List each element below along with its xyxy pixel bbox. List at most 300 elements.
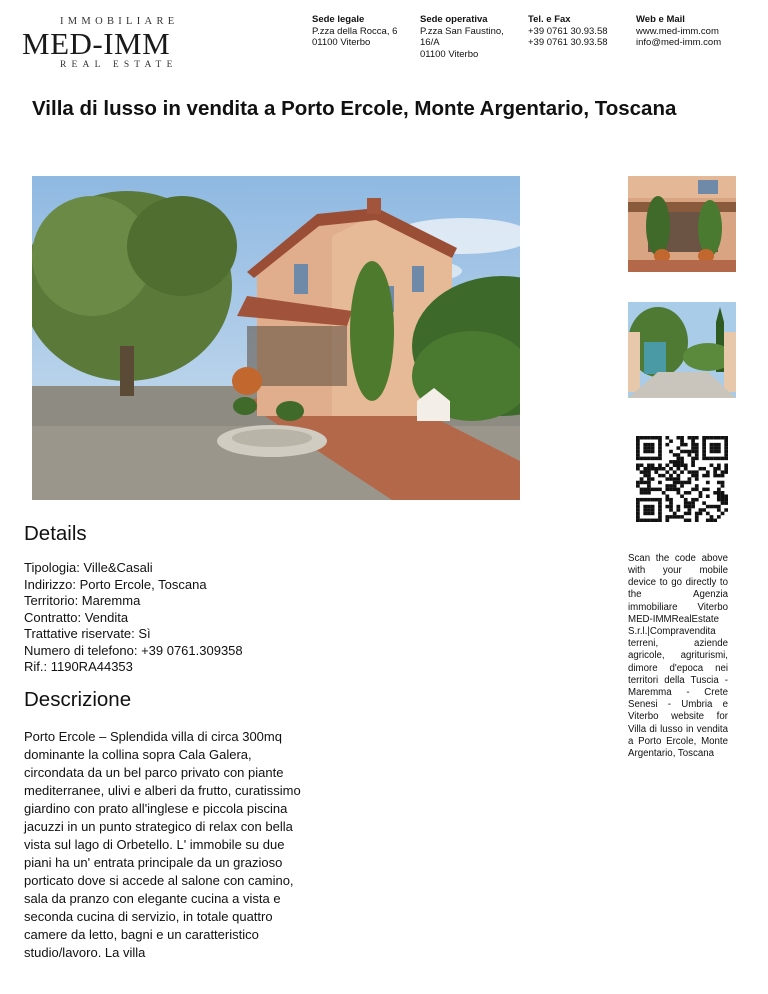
qr-module xyxy=(724,453,728,457)
qr-module xyxy=(676,491,680,495)
qr-module xyxy=(680,484,684,488)
qr-module xyxy=(695,512,699,516)
qr-module xyxy=(713,519,717,522)
qr-module xyxy=(691,501,695,505)
qr-module xyxy=(665,477,669,481)
qr-module xyxy=(676,481,680,485)
qr-module xyxy=(695,450,699,454)
qr-module xyxy=(710,436,714,440)
qr-module xyxy=(724,470,728,474)
qr-module xyxy=(713,467,717,471)
qr-module xyxy=(665,464,669,468)
qr-module xyxy=(695,498,699,502)
qr-module xyxy=(684,498,688,502)
qr-module xyxy=(702,439,706,443)
thumbnail-illustration xyxy=(628,302,736,398)
qr-module xyxy=(710,519,714,522)
contact-line: 01100 Viterbo xyxy=(312,37,371,48)
qr-module xyxy=(658,439,662,443)
qr-module xyxy=(688,470,692,474)
qr-module xyxy=(695,484,699,488)
qr-module xyxy=(643,505,647,509)
qr-module xyxy=(721,457,725,461)
qr-module xyxy=(665,505,669,509)
qr-module xyxy=(636,457,640,461)
qr-module xyxy=(717,446,721,450)
qr-module xyxy=(713,450,717,454)
qr-module xyxy=(680,494,684,498)
qr-module xyxy=(699,494,703,498)
qr-module xyxy=(673,460,677,464)
qr-module xyxy=(636,446,640,450)
qr-module xyxy=(640,498,644,502)
qr-module xyxy=(658,474,662,478)
qr-module xyxy=(713,443,717,447)
qr-module xyxy=(647,443,651,447)
qr-module xyxy=(643,450,647,454)
qr-module xyxy=(717,494,721,498)
qr-module xyxy=(640,464,644,468)
qr-module xyxy=(643,488,647,492)
qr-module xyxy=(647,457,651,461)
qr-module xyxy=(647,474,651,478)
qr-module xyxy=(673,477,677,481)
qr-module xyxy=(710,464,714,468)
qr-module xyxy=(706,474,710,478)
qr-module xyxy=(717,488,721,492)
qr-module xyxy=(640,470,644,474)
qr-module xyxy=(654,436,658,440)
qr-module xyxy=(688,481,692,485)
contact-line: 01100 Viterbo xyxy=(420,48,479,60)
qr-module xyxy=(695,474,699,478)
qr-module xyxy=(658,443,662,447)
qr-module xyxy=(710,446,714,450)
qr-module xyxy=(651,450,655,454)
details-list xyxy=(24,560,243,676)
qr-module xyxy=(643,491,647,495)
qr-module xyxy=(658,508,662,512)
qr-module xyxy=(702,450,706,454)
contact-line: 16/A xyxy=(420,37,440,48)
qr-module xyxy=(684,481,688,485)
qr-module xyxy=(695,457,699,461)
qr-module xyxy=(691,457,695,461)
qr-module xyxy=(636,450,640,454)
qr-module xyxy=(654,498,658,502)
qr-module xyxy=(647,498,651,502)
qr-module xyxy=(702,474,706,478)
description-heading: Descrizione xyxy=(24,688,132,711)
qr-module xyxy=(669,498,673,502)
qr-module xyxy=(658,481,662,485)
detail-territorio: Territorio: Maremma xyxy=(24,593,141,608)
contact-web-mail xyxy=(636,14,721,49)
qr-module xyxy=(721,470,725,474)
qr-module xyxy=(717,515,721,519)
qr-module xyxy=(695,515,699,519)
qr-module xyxy=(651,443,655,447)
qr-module xyxy=(647,519,651,522)
qr-module xyxy=(706,436,710,440)
qr-module xyxy=(717,467,721,471)
contact-sede-operativa xyxy=(420,14,504,60)
qr-module xyxy=(684,501,688,505)
qr-module xyxy=(643,443,647,447)
qr-module xyxy=(691,446,695,450)
qr-module xyxy=(688,436,692,440)
qr-module xyxy=(651,512,655,516)
qr-module xyxy=(688,450,692,454)
qr-module xyxy=(676,446,680,450)
qr-module xyxy=(706,488,710,492)
contact-phone[interactable]: +39 0761 30.93.58 xyxy=(528,25,608,37)
detail-indirizzo: Indirizzo: Porto Ercole, Toscana xyxy=(24,576,207,592)
qr-module xyxy=(647,467,651,471)
qr-module xyxy=(721,474,725,478)
email-link[interactable]: info@med-imm.com xyxy=(636,37,722,48)
qr-module xyxy=(636,501,640,505)
qr-module xyxy=(658,501,662,505)
qr-module xyxy=(706,457,710,461)
qr-module xyxy=(680,464,684,468)
qr-module xyxy=(702,436,706,440)
qr-module xyxy=(699,467,703,471)
qr-module xyxy=(676,477,680,481)
contact-tel-fax xyxy=(528,14,608,49)
qr-module xyxy=(699,491,703,495)
qr-module xyxy=(724,501,728,505)
qr-module xyxy=(684,512,688,516)
qr-module xyxy=(695,443,699,447)
villa-illustration xyxy=(32,176,520,500)
qr-module xyxy=(676,436,680,440)
qr-module xyxy=(658,488,662,492)
qr-module xyxy=(724,450,728,454)
website-link[interactable]: www.med-imm.com xyxy=(636,25,719,37)
qr-module xyxy=(680,439,684,443)
qr-module xyxy=(647,450,651,454)
qr-module xyxy=(680,443,684,447)
qr-module xyxy=(673,488,677,492)
qr-module xyxy=(658,515,662,519)
qr-module xyxy=(710,443,714,447)
qr-module xyxy=(640,491,644,495)
qr-module xyxy=(717,450,721,454)
qr-module xyxy=(673,515,677,519)
qr-module xyxy=(721,491,725,495)
qr-module xyxy=(713,436,717,440)
qr-module xyxy=(662,491,666,495)
qr-module xyxy=(702,508,706,512)
main-property-photo[interactable] xyxy=(32,176,520,500)
qr-module xyxy=(651,477,655,481)
qr-module xyxy=(665,488,669,492)
qr-module xyxy=(695,470,699,474)
qr-module xyxy=(647,481,651,485)
qr-module xyxy=(647,464,651,468)
qr-module xyxy=(651,508,655,512)
qr-module xyxy=(640,488,644,492)
qr-module xyxy=(662,467,666,471)
qr-module xyxy=(658,453,662,457)
qr-module xyxy=(654,488,658,492)
qr-module xyxy=(676,474,680,478)
qr-module xyxy=(673,453,677,457)
thumbnail-illustration xyxy=(628,176,736,272)
qr-module xyxy=(680,436,684,440)
detail-contratto: Contratto: Vendita xyxy=(24,609,129,625)
qr-code[interactable] xyxy=(636,436,728,522)
qr-module xyxy=(688,453,692,457)
qr-module xyxy=(706,505,710,509)
qr-module xyxy=(688,512,692,516)
qr-module xyxy=(643,481,647,485)
qr-module xyxy=(684,467,688,471)
qr-module xyxy=(676,467,680,471)
detail-telefono: Numero di telefono: +39 0761.309358 xyxy=(24,642,243,658)
qr-module xyxy=(710,450,714,454)
qr-module xyxy=(688,491,692,495)
qr-module xyxy=(676,505,680,509)
qr-module xyxy=(665,443,669,447)
qr-module xyxy=(658,505,662,509)
qr-module xyxy=(669,460,673,464)
qr-module xyxy=(713,457,717,461)
qr-module xyxy=(676,460,680,464)
qr-module xyxy=(669,505,673,509)
qr-module xyxy=(643,467,647,471)
qr-module xyxy=(680,470,684,474)
qr-module xyxy=(673,464,677,468)
qr-module xyxy=(636,519,640,522)
qr-module xyxy=(669,515,673,519)
contact-heading: Sede legale xyxy=(312,14,365,25)
qr-module xyxy=(636,508,640,512)
contact-heading: Tel. e Fax xyxy=(528,14,571,25)
qr-module xyxy=(676,488,680,492)
qr-module xyxy=(680,457,684,461)
qr-module xyxy=(654,519,658,522)
company-logo[interactable] xyxy=(22,16,192,72)
qr-module xyxy=(665,494,669,498)
qr-module xyxy=(636,436,640,440)
qr-module xyxy=(643,446,647,450)
qr-code-icon xyxy=(636,436,728,522)
qr-module xyxy=(643,457,647,461)
contact-fax: +39 0761 30.93.58 xyxy=(528,37,608,48)
contact-line: P.zza della Rocca, 6 xyxy=(312,25,398,37)
qr-module xyxy=(658,498,662,502)
qr-module xyxy=(699,512,703,516)
qr-module xyxy=(684,450,688,454)
qr-module xyxy=(680,515,684,519)
qr-module xyxy=(724,439,728,443)
logo-top-text: IMMOBILIARE xyxy=(60,16,179,27)
qr-module xyxy=(684,443,688,447)
qr-module xyxy=(706,519,710,522)
qr-module xyxy=(636,453,640,457)
qr-module xyxy=(680,460,684,464)
qr-module xyxy=(691,505,695,509)
thumbnail-photo-1[interactable] xyxy=(628,176,736,272)
qr-module xyxy=(651,457,655,461)
qr-module xyxy=(658,512,662,516)
qr-module xyxy=(658,464,662,468)
thumbnail-photo-2[interactable] xyxy=(628,302,736,398)
qr-module xyxy=(724,436,728,440)
qr-module xyxy=(647,484,651,488)
qr-module xyxy=(721,481,725,485)
qr-module xyxy=(688,505,692,509)
qr-module xyxy=(691,436,695,440)
qr-module xyxy=(717,443,721,447)
qr-module xyxy=(658,467,662,471)
qr-module xyxy=(651,498,655,502)
qr-module xyxy=(669,477,673,481)
qr-module xyxy=(724,446,728,450)
qr-module xyxy=(676,515,680,519)
qr-module xyxy=(702,467,706,471)
qr-module xyxy=(669,484,673,488)
detail-riferimento: Rif.: 1190RA44353 xyxy=(24,659,133,674)
qr-module xyxy=(721,484,725,488)
qr-module xyxy=(647,470,651,474)
qr-module xyxy=(640,436,644,440)
qr-module xyxy=(658,519,662,522)
qr-module xyxy=(702,443,706,447)
qr-module xyxy=(691,498,695,502)
qr-module xyxy=(706,512,710,516)
qr-module xyxy=(640,457,644,461)
qr-module xyxy=(640,519,644,522)
qr-module xyxy=(658,446,662,450)
qr-module xyxy=(695,519,699,522)
qr-module xyxy=(636,505,640,509)
qr-module xyxy=(647,436,651,440)
qr-module xyxy=(640,477,644,481)
qr-module xyxy=(688,477,692,481)
qr-module xyxy=(724,498,728,502)
detail-trattative: Trattative riservate: Sì xyxy=(24,626,151,641)
qr-module xyxy=(643,474,647,478)
qr-module xyxy=(669,501,673,505)
qr-module xyxy=(717,436,721,440)
qr-module xyxy=(665,519,669,522)
qr-module xyxy=(636,467,640,471)
qr-module xyxy=(717,498,721,502)
qr-module xyxy=(702,453,706,457)
qr-module xyxy=(643,508,647,512)
qr-module xyxy=(717,481,721,485)
qr-module xyxy=(643,436,647,440)
qr-module xyxy=(658,457,662,461)
qr-module xyxy=(647,512,651,516)
qr-module xyxy=(684,491,688,495)
qr-module xyxy=(713,446,717,450)
qr-module xyxy=(651,505,655,509)
qr-module xyxy=(640,481,644,485)
qr-module xyxy=(665,515,669,519)
logo-main-text: MED-IMM xyxy=(22,26,171,61)
qr-module xyxy=(717,508,721,512)
qr-module xyxy=(702,501,706,505)
qr-module xyxy=(691,460,695,464)
qr-module xyxy=(691,470,695,474)
qr-module xyxy=(724,467,728,471)
qr-module xyxy=(654,470,658,474)
qr-module xyxy=(691,443,695,447)
qr-module xyxy=(676,457,680,461)
qr-module xyxy=(684,505,688,509)
details-heading: Details xyxy=(24,522,87,545)
qr-module xyxy=(673,484,677,488)
qr-module xyxy=(636,498,640,502)
qr-module xyxy=(669,450,673,454)
qr-module xyxy=(691,439,695,443)
qr-module xyxy=(721,494,725,498)
qr-module xyxy=(695,477,699,481)
qr-module xyxy=(669,488,673,492)
qr-module xyxy=(654,467,658,471)
qr-module xyxy=(647,477,651,481)
qr-module xyxy=(673,470,677,474)
qr-module xyxy=(676,508,680,512)
qr-module xyxy=(717,505,721,509)
qr-module xyxy=(710,515,714,519)
qr-module xyxy=(680,481,684,485)
qr-module xyxy=(636,481,640,485)
qr-module xyxy=(688,519,692,522)
qr-module xyxy=(673,481,677,485)
qr-module xyxy=(665,484,669,488)
qr-module xyxy=(702,488,706,492)
qr-module xyxy=(695,436,699,440)
qr-module xyxy=(636,484,640,488)
qr-module xyxy=(706,470,710,474)
contact-heading: Sede operativa xyxy=(420,14,488,25)
qr-module xyxy=(651,519,655,522)
qr-module xyxy=(684,464,688,468)
logo-bottom-text: REAL ESTATE xyxy=(60,60,178,70)
qr-module xyxy=(669,508,673,512)
qr-module xyxy=(636,512,640,516)
qr-module xyxy=(706,494,710,498)
qr-module xyxy=(713,491,717,495)
qr-module xyxy=(680,450,684,454)
qr-module xyxy=(691,464,695,468)
qr-description: Scan the code above with your mobile device to go directly to the Agenzia immobiliare Viterbo MED-IMMRealEstate S.r.l.|Compravendita terreni, aziende agricole, agriturismi, dimore d'epoca nei territori della Tuscia - Maremma - Crete Senesi - Umbria e Viterbo website for Villa di lusso in vendita a Porto Ercole, Monte Argentario, Toscana xyxy=(628,552,728,759)
qr-module xyxy=(669,474,673,478)
qr-module xyxy=(724,457,728,461)
qr-module xyxy=(651,488,655,492)
qr-module xyxy=(647,446,651,450)
qr-module xyxy=(654,457,658,461)
qr-module xyxy=(724,508,728,512)
qr-module xyxy=(713,505,717,509)
qr-module xyxy=(713,474,717,478)
qr-module xyxy=(651,467,655,471)
description-text: Porto Ercole – Splendida villa di circa 300mq dominante la collina sopra Cala Galera, circondata da un bel parco privato con piante mediterranee, ulivi e alberi da frutto, curatissimo giardino con prato all'inglese e piccola piscina jacuzzi in un punto strategico di relax con bella vista sul lago di Orbetello. L' immobile su due piani ha un' entrata principale da un grazioso porticato dove si accede al salone con camino, sala da pranzo con elegante cucina a vista e seconda cucina di servizio, in totale quattro camere da letto, bagni e un caratteristico studio/lavoro. La villa xyxy=(24,729,301,960)
qr-module xyxy=(699,508,703,512)
qr-module xyxy=(647,491,651,495)
qr-module xyxy=(662,474,666,478)
qr-module xyxy=(658,450,662,454)
qr-module xyxy=(713,470,717,474)
contact-line: P.zza San Faustino, xyxy=(420,25,504,37)
qr-module xyxy=(702,446,706,450)
qr-module xyxy=(643,512,647,516)
